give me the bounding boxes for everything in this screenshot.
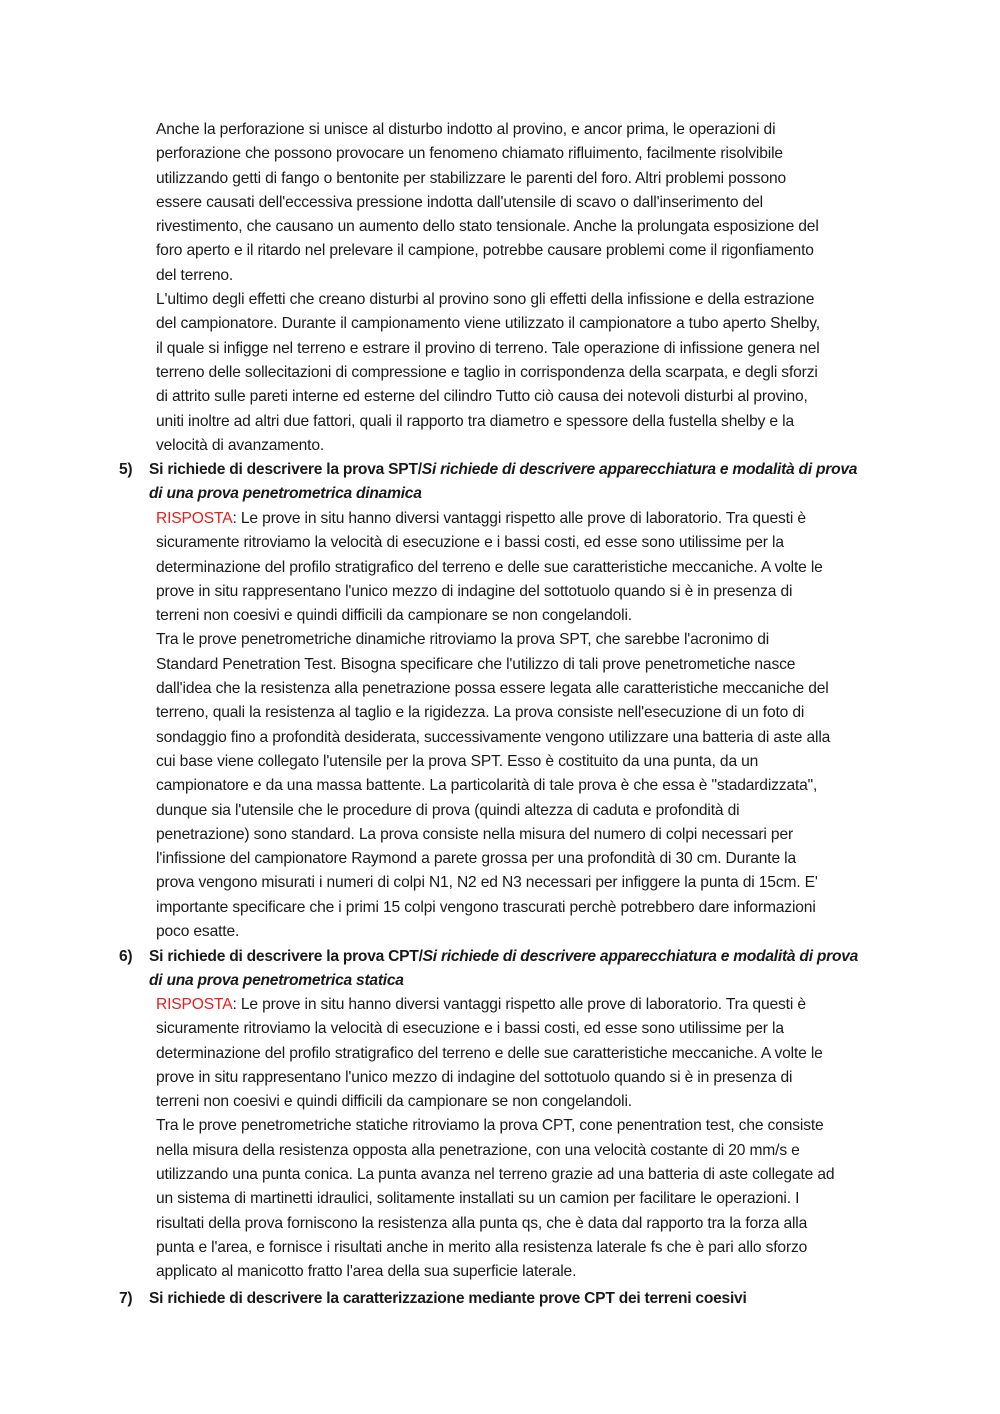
question-text: Si richiede di descrivere la prova SPT/ [149, 461, 422, 478]
text-line: il quale si infigge nel terreno e estrare il provino di terreno. Tale operazione di infissione genera nel [156, 339, 820, 357]
text-line: Tra le prove penetrometriche dinamiche ritroviamo la prova SPT, che sarebbe l'acronimo di [156, 631, 770, 649]
text-line: prove in situ rappresentano l'unico mezzo di indagine del sottotuolo quando si è in presenza di [156, 1068, 793, 1086]
text-line: prove in situ rappresentano l'unico mezzo di indagine del sottotuolo quando si è in presenza di [156, 582, 793, 600]
text-line: terreno delle sollecitazioni di compressione e taglio in corrispondenza della scarpata, e degli sforzi [156, 363, 818, 381]
text-line: terreni non coesivi e quindi difficili da campionare se non congelandoli. [156, 1093, 632, 1111]
question-text: Si richiede di descrivere la prova CPT/ [149, 948, 423, 965]
text-line: determinazione del profilo stratigrafico del terreno e delle sue caratteristiche meccaniche. A volte le [156, 1044, 823, 1062]
text-line: cui base viene collegato l'utensile per la prova SPT. Esso è costituito da una punta, da un [156, 752, 759, 770]
question-text-italic: Si richiede di descrivere apparecchiatura e modalità di prova [422, 948, 859, 965]
text-line: dall'idea che la resistenza alla penetrazione possa essere legata alle caratteristiche meccaniche del [156, 680, 829, 698]
question-number: 6) [119, 948, 133, 965]
text-line: sicuramente ritroviamo la velocità di esecuzione e i bassi costi, ed esse sono utilissime per la [156, 534, 784, 552]
text-line: : Le prove in situ hanno diversi vantaggi rispetto alle prove di laboratorio. Tra questi è [232, 510, 806, 527]
question-text: Si richiede di descrivere la caratterizzazione mediante prove CPT dei terreni coesivi [149, 1290, 747, 1307]
text-line: poco esatte. [156, 923, 240, 941]
text-line: l'infissione del campionatore Raymond a parete grossa per una profondità di 30 cm. Durante la [156, 850, 797, 868]
text-line: Standard Penetration Test. Bisogna specificare che l'utilizzo di tali prove penetrometiche nasce [156, 655, 796, 673]
text-line: perforazione che possono provocare un fenomeno chiamato rifluimento, facilmente risolvibile [156, 145, 783, 163]
answer-5 [156, 507, 916, 944]
text-line: uniti inoltre ad altri due fattori, quali il rapporto tra diametro e spessore della fustella shelby e la [156, 412, 794, 430]
text-line: foro aperto e il ritardo nel prelevare il campione, potrebbe causare problemi come il rigonfiamento [156, 242, 814, 260]
text-line: L'ultimo degli effetti che creano disturbi al provino sono gli effetti della infissione e della estrazione [156, 291, 815, 309]
text-line: nella misura della resistenza opposta alla penetrazione, con una velocità costante di 20 mm/s e [156, 1141, 800, 1159]
question-number: 7) [119, 1290, 133, 1307]
answer-6 [156, 993, 916, 1285]
text-line: velocità di avanzamento. [156, 436, 325, 454]
question-text-italic: di una prova penetrometrica dinamica [149, 485, 422, 503]
text-line: importante specificare che i primi 15 colpi vengono trascurati perchè potrebbero dare informazioni [156, 898, 816, 916]
text-line: un sistema di martinetti idraulici, solitamente installati su un camion per facilitare le operazioni. I [156, 1190, 800, 1208]
text-line: essere causati dell'eccessiva pressione indotta dall'utensile di scavo o dall'inserimento del [156, 193, 763, 211]
text-line: del campionatore. Durante il campionamento viene utilizzato il campionatore a tubo aperto Shelby, [156, 315, 820, 333]
text-line: utilizzando una punta conica. La punta avanza nel terreno grazie ad una batteria di aste collegate ad [156, 1166, 835, 1184]
text-line: punta e l'area, e fornisce i risultati anche in merito alla resistenza laterale fs che è pari allo sforzo [156, 1238, 808, 1256]
text-line: sicuramente ritroviamo la velocità di esecuzione e i bassi costi, ed esse sono utilissime per la [156, 1020, 784, 1038]
answer-label: RISPOSTA [156, 510, 233, 527]
text-line: risultati della prova forniscono la resistenza alla punta qs, che è data dal rapporto tra la forza alla [156, 1214, 808, 1232]
text-line: utilizzando getti di fango o bentonite per stabilizzare le parenti del foro. Altri problemi possono [156, 169, 787, 187]
text-line: terreno, quali la resistenza al taglio e la rigidezza. La prova consiste nell'esecuzione di un foto di [156, 704, 805, 722]
question-6-heading [119, 945, 919, 994]
text-line: del terreno. [156, 266, 234, 284]
text-line: terreni non coesivi e quindi difficili da campionare se non congelandoli. [156, 607, 632, 625]
text-line: determinazione del profilo stratigrafico del terreno e delle sue caratteristiche meccaniche. A volte le [156, 558, 823, 576]
text-line: penetrazione) sono standard. La prova consiste nella misura del numero di colpi necessari per [156, 825, 794, 843]
text-line: dunque sia l'utensile che le procedure di prova (quindi altezza di caduta e profondità di [156, 801, 740, 819]
text-line: Anche la perforazione si unisce al disturbo indotto al provino, e ancor prima, le operazioni di [156, 121, 776, 138]
text-line: prova vengono misurati i numeri di colpi N1, N2 ed N3 necessari per infiggere la punta di 15cm. E' [156, 874, 818, 892]
text-line: applicato al manicotto fratto l'area della sua superficie laterale. [156, 1263, 577, 1281]
question-number: 5) [119, 461, 133, 478]
text-line: di attrito sulle pareti interne ed esterne del cilindro Tutto ciò causa dei notevoli disturbi al provino, [156, 388, 808, 406]
text-line: campionatore e da una massa battente. La particolarità di tale prova è che essa è "stadardizzata", [156, 777, 818, 795]
question-7-heading [119, 1287, 919, 1311]
question-text-italic: di una prova penetrometrica statica [149, 972, 404, 990]
text-line: sondaggio fino a profondità desiderata, successivamente vengono utilizzare una batteria di aste alla [156, 728, 831, 746]
paragraph-sampling-disturbance [156, 118, 916, 458]
answer-label: RISPOSTA [156, 996, 233, 1013]
text-line: : Le prove in situ hanno diversi vantaggi rispetto alle prove di laboratorio. Tra questi è [232, 996, 806, 1013]
question-text-italic: Si richiede di descrivere apparecchiatura e modalità di prova [421, 461, 858, 478]
text-line: rivestimento, che causano un aumento dello stato tensionale. Anche la prolungata esposizione del [156, 218, 819, 236]
question-5-heading [119, 458, 919, 507]
text-line: Tra le prove penetrometriche statiche ritroviamo la prova CPT, cone penentration test, che consiste [156, 1117, 824, 1135]
